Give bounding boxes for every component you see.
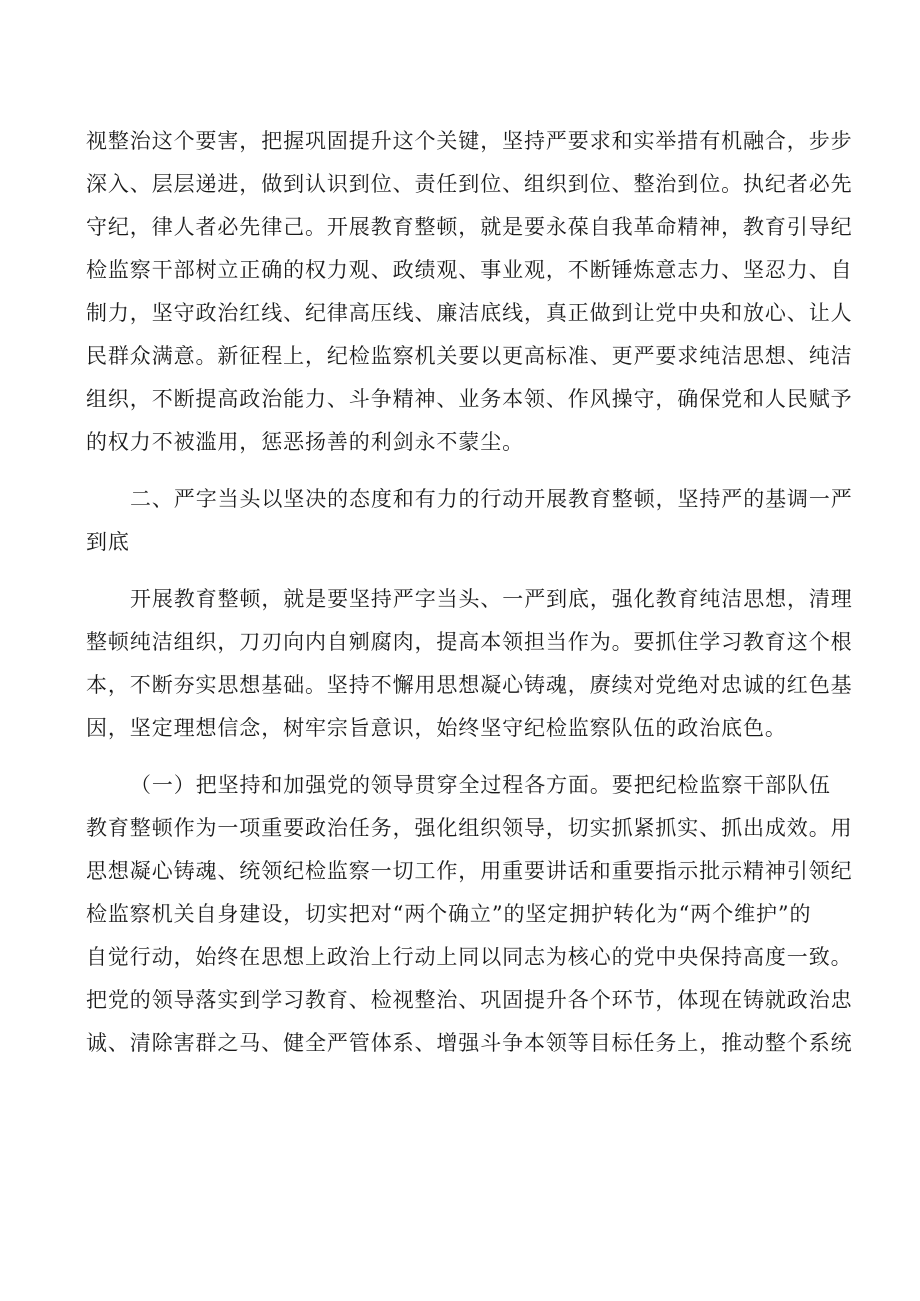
text-line: 教育整顿作为一项重要政治任务，强化组织领导，切实抓紧抓实、抓出成效。用 xyxy=(86,816,853,840)
text-line: 自觉行动，始终在思想上政治上行动上同以同志为核心的党中央保持高度一致。 xyxy=(86,945,853,969)
text-line: 开展教育整顿，就是要坚持严字当头、一严到底，强化教育纯洁思想，清理 xyxy=(130,587,853,611)
text-line: 整顿纯洁组织，刀刃向内自剜腐肉，提高本领担当作为。要抓住学习教育这个根 xyxy=(86,630,853,654)
text-line: 视整治这个要害，把握巩固提升这个关键，坚持严要求和实举措有机融合，步步 xyxy=(86,129,853,153)
text-line: 检监察干部树立正确的权力观、政绩观、事业观，不断锤炼意志力、坚忍力、自 xyxy=(86,258,853,282)
text-line: 诚、清除害群之马、健全严管体系、增强斗争本领等目标任务上，推动整个系统 xyxy=(86,1031,853,1055)
text-line: 制力，坚守政治红线、纪律高压线、廉洁底线，真正做到让党中央和放心、让人 xyxy=(86,301,853,325)
text-line: 检监察机关自身建设，切实把对“两个确立”的坚定拥护转化为“两个维护”的 xyxy=(86,902,812,926)
text-line: 的权力不被滥用，惩恶扬善的利剑永不蒙尘。 xyxy=(86,430,524,454)
section-heading-continuation: 到底 xyxy=(86,530,130,554)
text-line: 因，坚定理想信念，树牢宗旨意识，始终坚守纪检监察队伍的政治底色。 xyxy=(86,716,787,740)
section-heading: 二、严字当头以坚决的态度和有力的行动开展教育整顿，坚持严的基调一严 xyxy=(130,487,853,511)
subsection-heading-line: （一）把坚持和加强党的领导贯穿全过程各方面。要把纪检监察干部队伍 xyxy=(130,773,831,797)
text-line: 把党的领导落实到学习教育、检视整治、巩固提升各个环节，体现在铸就政治忠 xyxy=(86,988,853,1012)
text-line: 深入、层层递进，做到认识到位、责任到位、组织到位、整治到位。执纪者必先 xyxy=(86,172,853,196)
text-line: 组织，不断提高政治能力、斗争精神、业务本领、作风操守，确保党和人民赋予 xyxy=(86,387,853,411)
text-line: 守纪，律人者必先律己。开展教育整顿，就是要永葆自我革命精神，教育引导纪 xyxy=(86,215,853,239)
text-line: 思想凝心铸魂、统领纪检监察一切工作，用重要讲话和重要指示批示精神引领纪 xyxy=(86,859,853,883)
text-line: 民群众满意。新征程上，纪检监察机关要以更高标准、更严要求纯洁思想、纯洁 xyxy=(86,344,853,368)
text-line: 本，不断夯实思想基础。坚持不懈用思想凝心铸魂，赓续对党绝对忠诚的红色基 xyxy=(86,673,853,697)
